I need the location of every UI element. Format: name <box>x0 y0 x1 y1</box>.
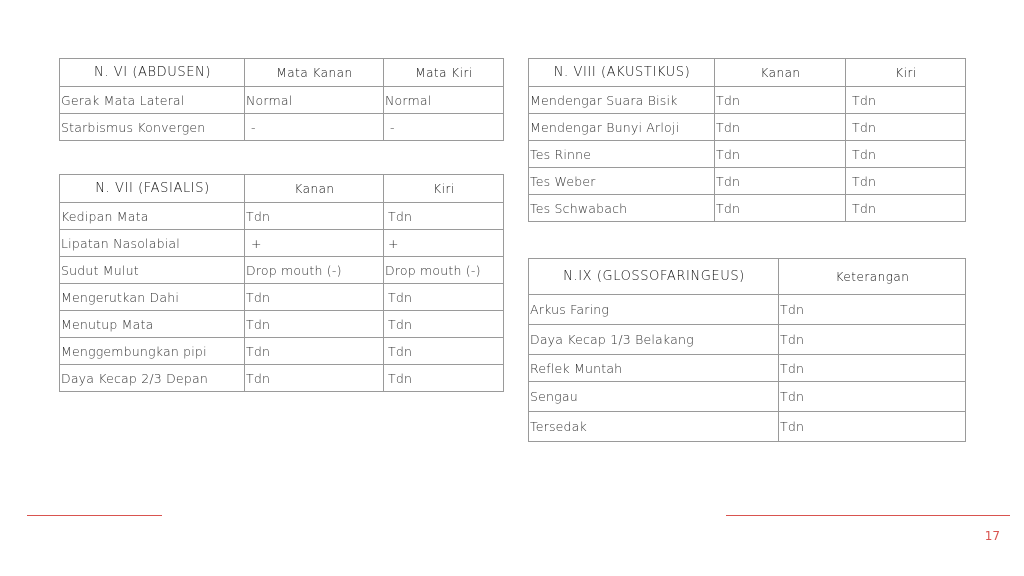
table-row <box>529 382 966 412</box>
column-header: Kiri <box>846 59 966 87</box>
table-cell: Arkus Faring <box>529 295 779 325</box>
table-cell: Tdn <box>779 412 966 442</box>
table-row <box>529 325 966 355</box>
column-header: Keterangan <box>779 259 966 295</box>
glossofaringeus-table <box>528 258 966 442</box>
table-cell: Drop mouth (-) <box>384 257 504 284</box>
table-row <box>60 230 504 257</box>
column-header: N. VIII (AKUSTIKUS) <box>529 59 715 87</box>
table-cell: Menggembungkan pipi <box>60 338 245 365</box>
table-cell: Tdn <box>846 141 966 168</box>
table-cell: Tdn <box>715 141 846 168</box>
table-row <box>60 87 504 114</box>
footer-divider-right <box>726 515 1010 516</box>
table-cell: - <box>245 114 384 141</box>
table-row <box>529 355 966 382</box>
table-cell: Tdn <box>779 295 966 325</box>
table-cell: + <box>384 230 504 257</box>
column-header: Mata Kanan <box>245 59 384 87</box>
table-cell: Tdn <box>384 365 504 392</box>
table-row <box>60 203 504 230</box>
table-header-row <box>60 175 504 203</box>
column-header: N. VI (ABDUSEN) <box>60 59 245 87</box>
table-row <box>529 141 966 168</box>
table-cell: Tes Schwabach <box>529 195 715 222</box>
table-cell: Kedipan Mata <box>60 203 245 230</box>
column-header: Kanan <box>245 175 384 203</box>
table-cell: Tdn <box>846 114 966 141</box>
table-cell: Tdn <box>779 355 966 382</box>
table-cell: Sudut Mulut <box>60 257 245 284</box>
table-cell: Tdn <box>715 87 846 114</box>
table-row <box>529 412 966 442</box>
table-row <box>60 284 504 311</box>
table-cell: Daya Kecap 1/3 Belakang <box>529 325 779 355</box>
table-header-row <box>529 259 966 295</box>
table-cell: Mengerutkan Dahi <box>60 284 245 311</box>
page-number: 17 <box>984 529 1000 543</box>
table-cell: Reflek Muntah <box>529 355 779 382</box>
abdusen-table <box>59 58 504 141</box>
column-header: Kiri <box>384 175 504 203</box>
table-cell: Tdn <box>846 195 966 222</box>
table-cell: Tdn <box>245 338 384 365</box>
table-row <box>60 257 504 284</box>
table-cell: Normal <box>245 87 384 114</box>
table-cell: Tdn <box>846 168 966 195</box>
table-cell: Tes Rinne <box>529 141 715 168</box>
table-cell: Daya Kecap 2/3 Depan <box>60 365 245 392</box>
table-row <box>60 311 504 338</box>
table-cell: Tdn <box>384 284 504 311</box>
table-cell: Tdn <box>384 203 504 230</box>
table-cell: Menutup Mata <box>60 311 245 338</box>
footer-divider-left <box>27 515 162 516</box>
table-cell: Tdn <box>245 365 384 392</box>
akustikus-table <box>528 58 966 222</box>
table-row <box>529 168 966 195</box>
table-cell: Tdn <box>846 87 966 114</box>
table-cell: - <box>384 114 504 141</box>
table-row <box>529 195 966 222</box>
table-cell: Tdn <box>779 325 966 355</box>
table-cell: Starbismus Konvergen <box>60 114 245 141</box>
table-cell: Tdn <box>245 203 384 230</box>
table-row <box>60 365 504 392</box>
table-cell: Tdn <box>715 114 846 141</box>
table-cell: Tdn <box>715 168 846 195</box>
table-cell: Tes Weber <box>529 168 715 195</box>
column-header: N. VII (FASIALIS) <box>60 175 245 203</box>
table-cell: Gerak Mata Lateral <box>60 87 245 114</box>
table-cell: Lipatan Nasolabial <box>60 230 245 257</box>
table-row <box>529 114 966 141</box>
table-cell: Tdn <box>245 284 384 311</box>
table-row <box>529 87 966 114</box>
fasialis-table <box>59 174 504 392</box>
table-row <box>529 295 966 325</box>
table-cell: Sengau <box>529 382 779 412</box>
table-cell: Tdn <box>384 338 504 365</box>
column-header: Kanan <box>715 59 846 87</box>
table-header-row <box>529 59 966 87</box>
table-cell: Mendengar Bunyi Arloji <box>529 114 715 141</box>
table-row <box>60 114 504 141</box>
table-cell: Tdn <box>715 195 846 222</box>
table-cell: Tdn <box>245 311 384 338</box>
table-cell: Tersedak <box>529 412 779 442</box>
table-cell: Mendengar Suara Bisik <box>529 87 715 114</box>
table-cell: Tdn <box>779 382 966 412</box>
table-header-row <box>60 59 504 87</box>
table-cell: Tdn <box>384 311 504 338</box>
table-cell: + <box>245 230 384 257</box>
column-header: N.IX (GLOSSOFARINGEUS) <box>529 259 779 295</box>
table-cell: Normal <box>384 87 504 114</box>
table-row <box>60 338 504 365</box>
table-cell: Drop mouth (-) <box>245 257 384 284</box>
column-header: Mata Kiri <box>384 59 504 87</box>
